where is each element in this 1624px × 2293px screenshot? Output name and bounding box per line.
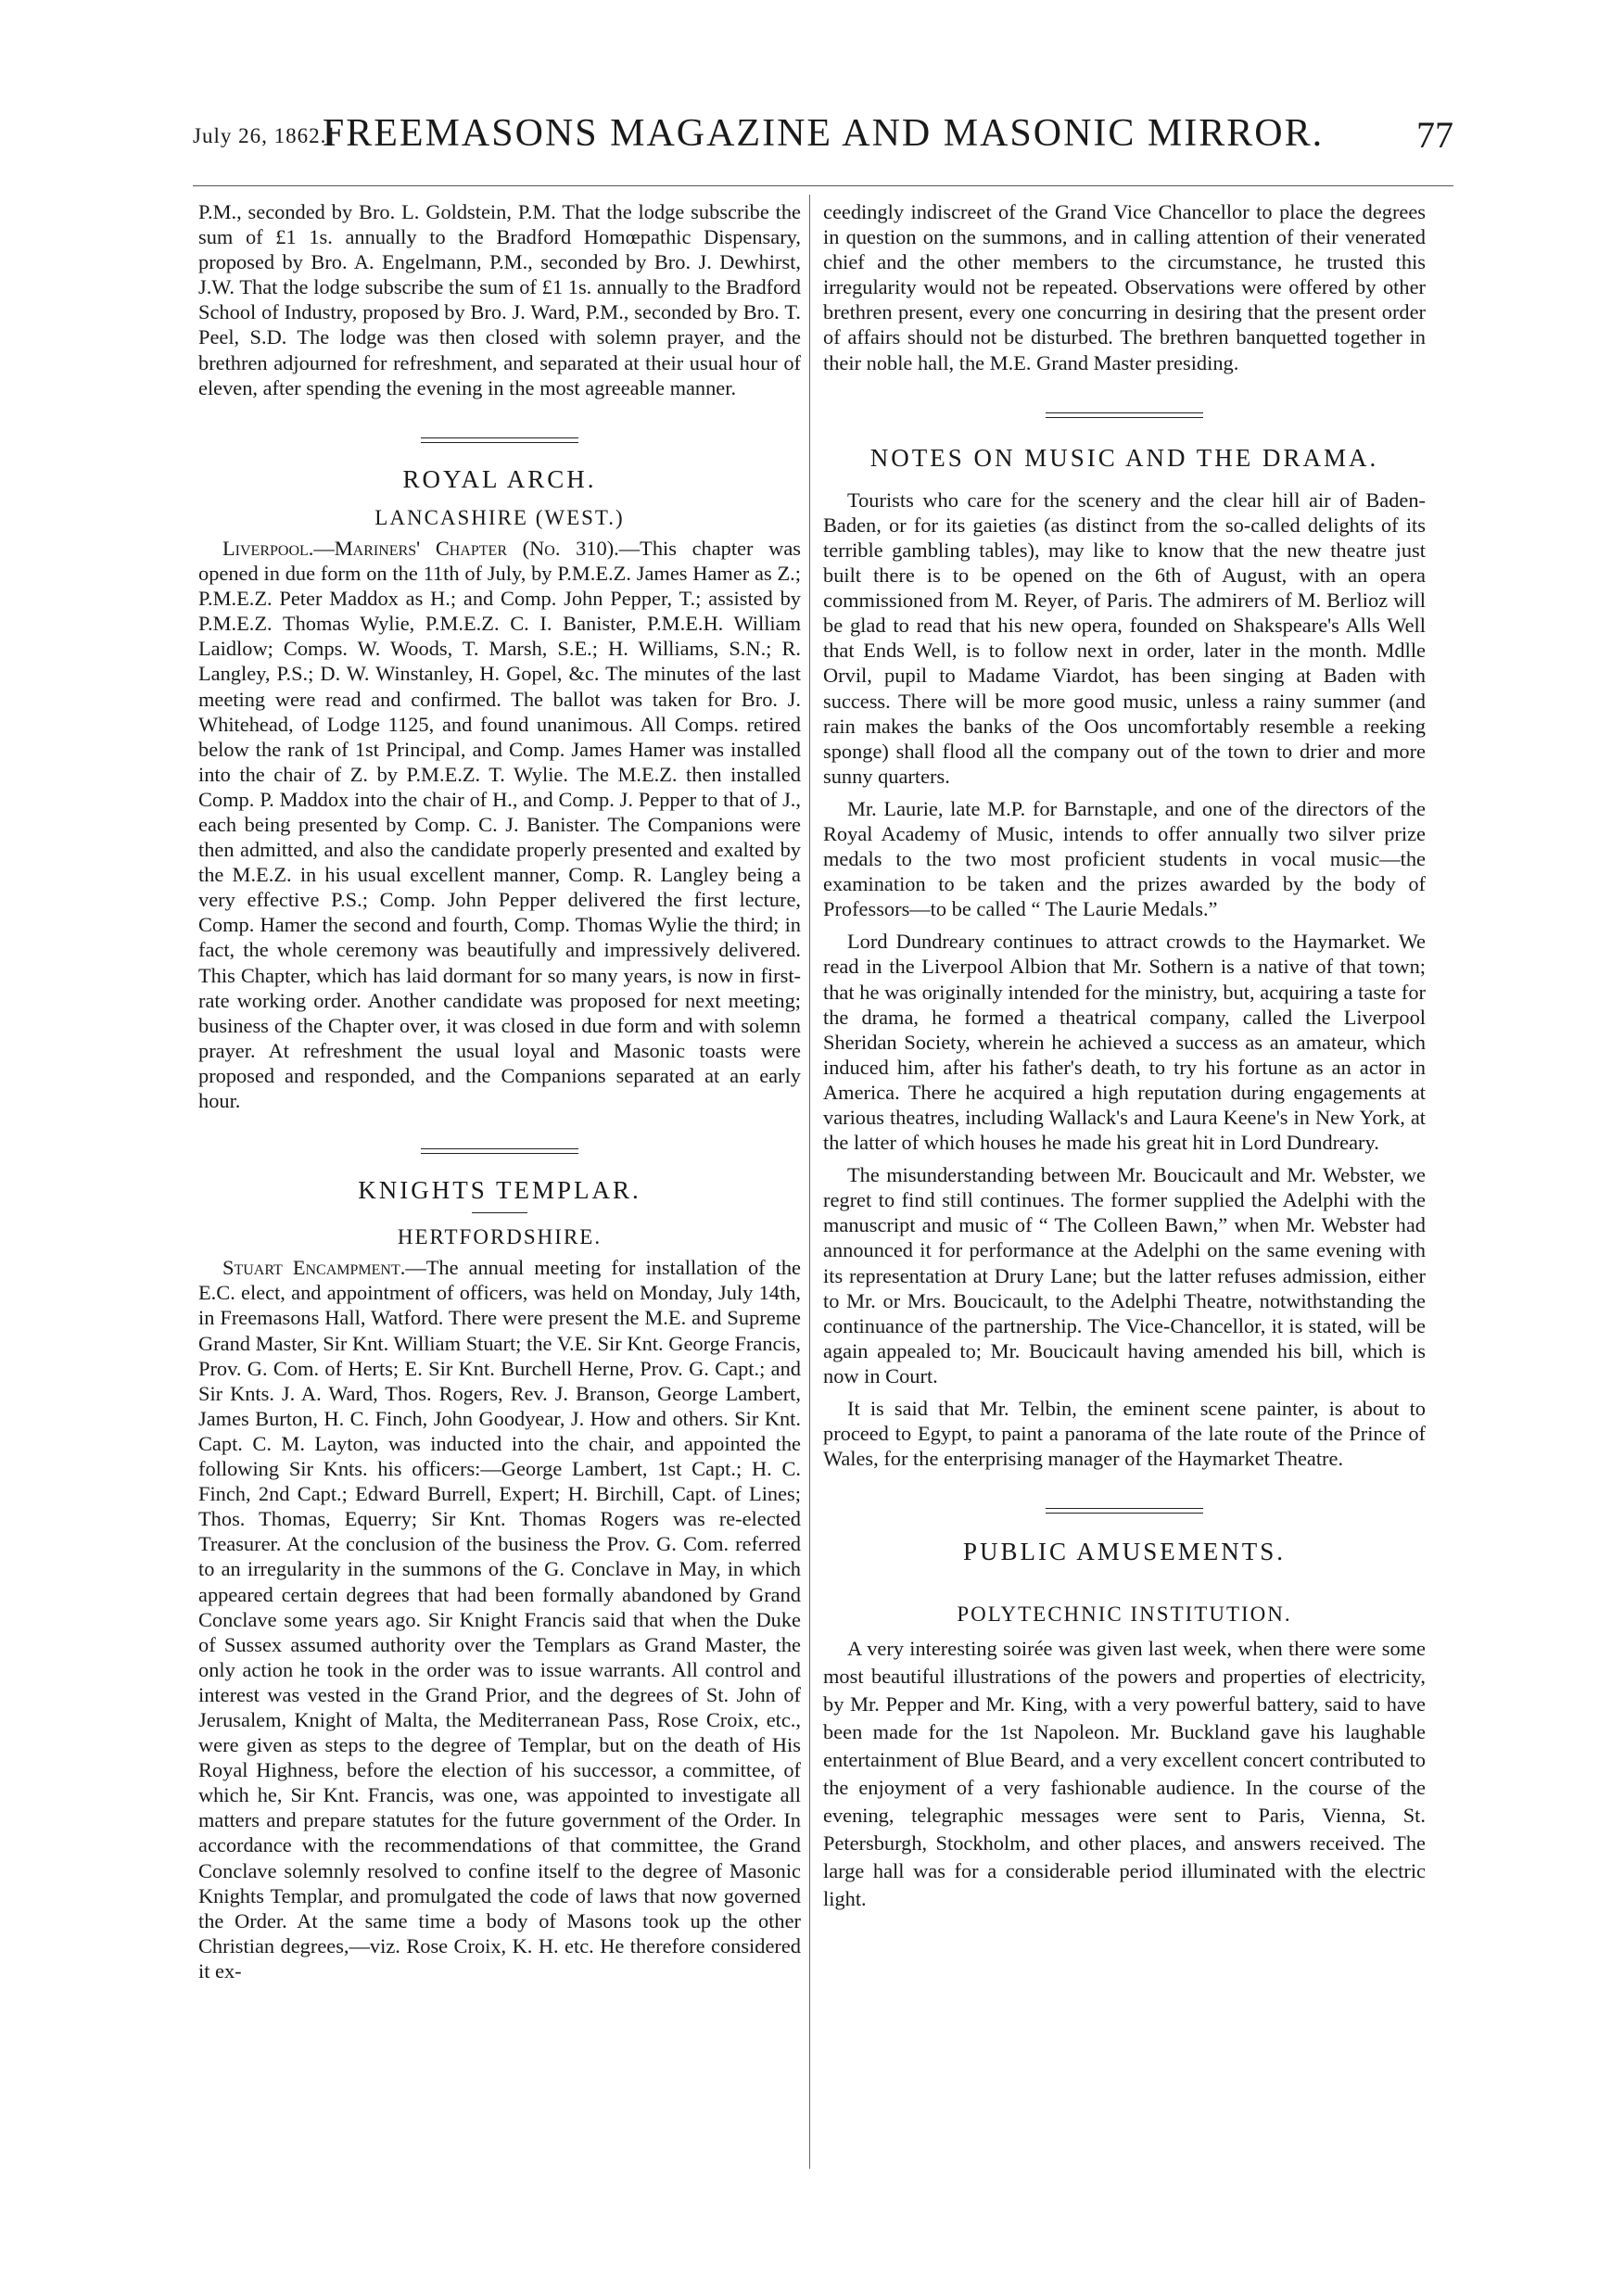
- public-amusements-heading: PUBLIC AMUSEMENTS.: [962, 1538, 1287, 1566]
- page-number: 77: [1416, 114, 1453, 156]
- music-drama-paragraph: It is said that Mr. Telbin, the eminent scene painter, is about to proceed to Egypt, to paint a panorama of the late route of the Prince of Wales, for the enterprising manager of the Haymarket Theatre.: [823, 1397, 1426, 1471]
- page-header: [193, 111, 1453, 167]
- lodge-report-continuation: P.M., seconded by Bro. L. Goldstein, P.M. That the lodge subscribe the sum of £1 1s. annually to the Bradford Homœpathic Dispensary, proposed by Bro. A. Engelmann, P.M., seconded by Bro. J. Dewhirst, J.W. That the lodge subscribe the sum of £1 1s. annually to the Bradford School of Industry, proposed by Bro. J. Ward, P.M., seconded by Bro. T. Peel, S.D. The lodge was then closed with solemn prayer, and the brethren adjourned for refreshment, and separated at their usual hour of eleven, after spending the evening in the most agreeable manner.: [198, 200, 801, 399]
- royal-arch-heading: ROYAL ARCH.: [402, 464, 597, 493]
- right-column: [823, 199, 1426, 1913]
- music-drama-paragraph: The misunderstanding between Mr. Boucicault and Mr. Webster, we regret to find still continues. The former supplied the Adelphi with the manuscript and music of “ The Colleen Bawn,” when Mr. Webster had announced it for performance at the Adelphi on the same evening with its representation at Drury Lane; but the latter refuses admission, either to Mr. or Mrs. Boucicault, to the Adelphi Theatre, notwithstanding the continuance of the partnership. The Vice-Chancellor, it is stated, will be again appealed to; Mr. Boucicault having amended his bill, which is now in Court.: [823, 1163, 1426, 1387]
- polytechnic-paragraph: A very interesting soirée was given last week, when there were some most beautiful illustrations of the powers and properties of electricity, by Mr. Pepper and Mr. King, with a very powerful battery, said to have been made for the 1st Napoleon. Mr. Buckland gave his laughable entertainment of Blue Beard, and a very excellent concert contributed to the enjoyment of a very fashionable audience. In the course of the evening, telegraphic messages were sent to Paris, Vienna, St. Petersburgh, Stockholm, and other places, and answers received. The large hall was for a considerable period illuminated with the electric light.: [823, 1636, 1426, 1910]
- header-rule: [193, 185, 1453, 186]
- music-drama-paragraph: Lord Dundreary continues to attract crowds to the Haymarket. We read in the Liverpool Albion that Mr. Sothern is a native of that town; that he was originally intended for the ministry, but, acquiring a taste for the drama, he formed a theatrical company, called the Liverpool Sheridan Society, wherein he achieved a success as an amateur, which induced him, after his father's death, to try his fortune as an actor in America. There he acquired a high reputation during engagements at various theatres, including Wallack's and Laura Keene's in New York, at the latter of which houses he made his great hit in Lord Dundreary.: [823, 930, 1426, 1155]
- publication-title: FREEMASONS MAGAZINE AND MASONIC MIRROR.: [322, 112, 1325, 155]
- knights-templar-report: [198, 1255, 801, 1983]
- issue-date: July 26, 1862.]: [193, 124, 335, 147]
- knights-templar-lead: Stuart Encampment.: [222, 1256, 406, 1280]
- royal-arch-lead: Liverpool.—Mariners' Chapter (No. 310).: [222, 536, 619, 560]
- royal-arch-report: [198, 536, 801, 1113]
- left-column: [198, 199, 801, 1983]
- music-drama-paragraph: Mr. Laurie, late M.P. for Barnstaple, and one of the directors of the Royal Academy of Music, intends to offer annually two silver prize medals to the two most proficient students in vocal music—the examination to be taken and the prizes awarded by the body of Professors—to be called “ The Laurie Medals.”: [823, 796, 1426, 921]
- knights-templar-heading: KNIGHTS TEMPLAR.: [358, 1176, 641, 1205]
- music-drama-heading: NOTES ON MUSIC AND THE DRAMA.: [869, 443, 1379, 472]
- column-divider: [809, 195, 810, 2169]
- hertfordshire-subheading: HERTFORDSHIRE.: [397, 1225, 603, 1249]
- royal-arch-body: —This chapter was opened in due form on the 11th of July, by P.M.E.Z. James Hamer as Z.; P.M.E.Z. Peter Maddox as H.; and Comp. John Pepper, T.; assisted by P.M.E.Z. Thomas Wylie, P.M.E.Z. C. I. Banister, P.M.E.H. William Laidlow; Comps. W. Woods, T. Marsh, S.E.; H. Williams, S.N.; R. Langley, P.S.; D. W. Winstanley, H. Gopel, &c. The minutes of the last meeting were read and confirmed. The ballot was taken for Bro. J. Whitehead, of Lodge 1125, and found unanimous. All Comps. retired below the rank of 1st Principal, and Comp. James Hamer was installed into the chair of Z. by P.M.E.Z. T. Wylie. The M.E.Z. then installed Comp. P. Maddox into the chair of H., and Comp. J. Pepper to that of J., each being presented by Comp. C. J. Banister. The Companions were then admitted, and also the candidate properly presented and exalted by the M.E.Z. in his usual excellent manner, Comp. R. Langley being a very effective P.S.; Comp. John Pepper delivered the first lecture, Comp. Hamer the second and fourth, Comp. Thomas Wylie the third; in fact, the whole ceremony was beautifully and impressively delivered. This Chapter, which has laid dormant for so many years, is now in first-rate working order. Another candidate was proposed for next meeting; business of the Chapter over, it was closed in due form and with solemn prayer. At refreshment the usual loyal and Masonic toasts were proposed and responded, and the Companions separated at an early hour.: [198, 536, 801, 1112]
- knights-templar-body: —The annual meeting for installation of the E.C. elect, and appointment of officers, was held on Monday, July 14th, in Freemasons Hall, Watford. There were present the M.E. and Supreme Grand Master, Sir Knt. William Stuart; the V.E. Sir Knt. George Francis, Prov. G. Com. of Herts; E. Sir Knt. Burchell Herne, Prov. G. Capt.; and Sir Knts. J. A. Ward, Thos. Rogers, Rev. J. Branson, George Lambert, James Burton, H. C. Finch, John Goodyear, J. How and others. Sir Knt. Capt. C. M. Layton, was inducted into the chair, and appointed the following Sir Knts. his officers:—George Lambert, 1st Capt.; H. C. Finch, 2nd Capt.; Edward Burrell, Expert; H. Birchill, Capt. of Lines; Thos. Thomas, Equerry; Sir Knt. Thomas Rogers was re-elected Treasurer. At the conclusion of the business the Prov. G. Com. referred to an irregularity in the summons of the G. Conclave in May, in which appeared certain degrees that had been formally abandoned by Grand Conclave some years ago. Sir Knight Francis said that when the Duke of Sussex assumed authority over the Templars as Grand Master, the only action he took in the order was to issue warrants. All control and interest was vested in the Grand Prior, and the degrees of St. John of Jerusalem, Knight of Malta, the Mediterranean Pass, Rose Croix, etc., were given as steps to the degree of Templar, but on the death of His Royal Highness, before the election of his successor, a committee, of which he, Sir Knt. Francis, was one, was appointed to investigate all matters and prepare statutes for the future government of the Order. In accordance with the recommendations of that committee, the Grand Conclave solemnly resolved to confine itself to the degree of Masonic Knights Templar, and promulgated the code of laws that now governed the Order. At the same time a body of Masons took up the other Christian degrees,—viz. Rose Croix, K. H. etc. He therefore considered it ex-: [198, 1256, 801, 1983]
- polytechnic-subheading: POLYTECHNIC INSTITUTION.: [957, 1603, 1292, 1627]
- music-drama-paragraph: Tourists who care for the scenery and the clear hill air of Baden-Baden, or for its gaieties (as distinct from the so-called delights of its terrible gambling tables), may like to know that the new theatre just built there is to be opened on the 6th of August, with an opera commissioned from M. Reyer, of Paris. The admirers of M. Berlioz will be glad to read that his new opera, founded on Shakspeare's Alls Well that Ends Well, is to follow next in order, later in the month. Mdlle Orvil, pupil to Madame Viardot, has been singing at Baden with success. There will be more good music, unless a rainy summer (and rain makes the banks of the Oos uncomfortably resemble a reeking sponge) shall flood all the company out of the town to drier and more sunny quarters.: [823, 488, 1426, 788]
- lancashire-subheading: LANCASHIRE (WEST.): [374, 505, 625, 529]
- encampment-report-continuation: ceedingly indiscreet of the Grand Vice Chancellor to place the degrees in question on the summons, and in calling attention of their venerated chief and the other members to the circumstance, he trusted this irregularity would not be repeated. Observations were offered by other brethren present, every one concurring in desiring that the present order of affairs should not be disturbed. The brethren banquetted together in their noble hall, the M.E. Grand Master presiding.: [823, 200, 1426, 374]
